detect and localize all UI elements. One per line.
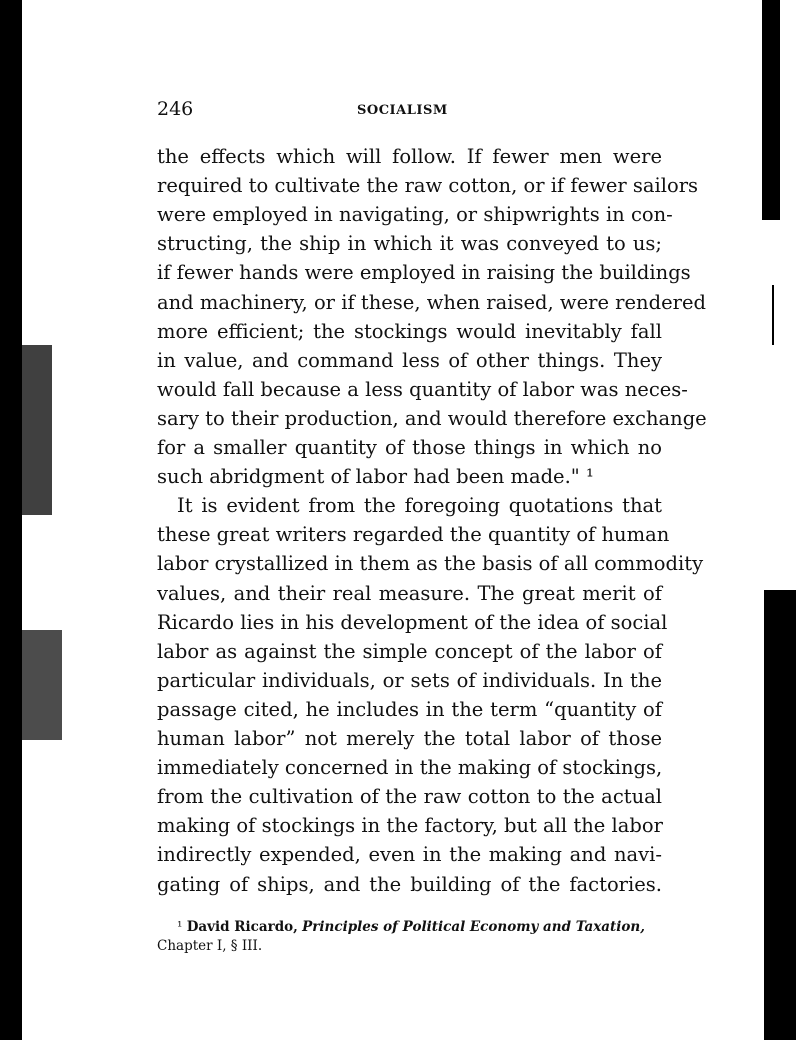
text-line: It is evident from the foregoing quotations that [177, 494, 662, 518]
scan-edge-right-line [772, 285, 774, 345]
text-line: in value, and command less of other things. They [157, 348, 662, 372]
running-title: SOCIALISM [357, 103, 448, 118]
text-line: the effects which will follow. If fewer men were [157, 145, 662, 168]
text-line: for a smaller quantity of those things in which no [157, 436, 662, 459]
footnote-author: David Ricardo, [186, 919, 298, 935]
text-line: required to cultivate the raw cotton, or if fewer sailors [157, 174, 699, 198]
text-line: passage cited, he includes in the term “quantity of [157, 697, 662, 721]
text-line: from the cultivation of the raw cotton to the actual [157, 785, 662, 809]
scan-edge-right-lower [764, 590, 796, 1040]
footnote-location: Chapter I, § III. [157, 938, 263, 954]
footnote-title: Principles of Political Economy and Taxation, [302, 919, 645, 935]
text-line: and machinery, or if these, when raised, were rendered [157, 290, 706, 314]
text-line: labor crystallized in them as the basis of all commodity [157, 552, 704, 576]
text-line: structing, the ship in which it was conveyed to us; [157, 232, 662, 256]
text-line: making of stockings in the factory, but all the labor [157, 814, 663, 838]
footnote-marker: ¹ [177, 919, 183, 935]
text-line: human labor” not merely the total labor of those [157, 727, 662, 750]
text-line: labor as against the simple concept of the labor of [157, 639, 662, 663]
text-line: gating of ships, and the building of the factories. [157, 872, 662, 896]
page-number: 246 [157, 98, 194, 120]
text-line: were employed in navigating, or shipwrights in con- [157, 203, 673, 227]
footnote [177, 918, 645, 936]
text-line: immediately concerned in the making of stockings, [157, 756, 663, 780]
text-line: indirectly expended, even in the making and navi- [157, 843, 662, 867]
scan-edge-right [762, 0, 780, 220]
scan-edge-left-mark [22, 630, 62, 740]
scan-edge-left-mark [22, 345, 52, 515]
text-line: sary to their production, and would therefore exchange [157, 406, 707, 430]
text-line: if fewer hands were employed in raising the buildings [157, 261, 691, 285]
text-line: would fall because a less quantity of labor was neces- [157, 377, 688, 401]
text-line: more efficient; the stockings would inevitably fall [157, 319, 662, 343]
text-line: these great writers regarded the quantity of human [157, 523, 670, 547]
text-line: particular individuals, or sets of individuals. In the [157, 668, 662, 692]
text-line: values, and their real measure. The great merit of [157, 581, 662, 605]
scan-edge-left [0, 0, 22, 1040]
text-line: Ricardo lies in his development of the idea of social [157, 610, 668, 634]
text-line: such abridgment of labor had been made." ¹ [157, 465, 594, 489]
